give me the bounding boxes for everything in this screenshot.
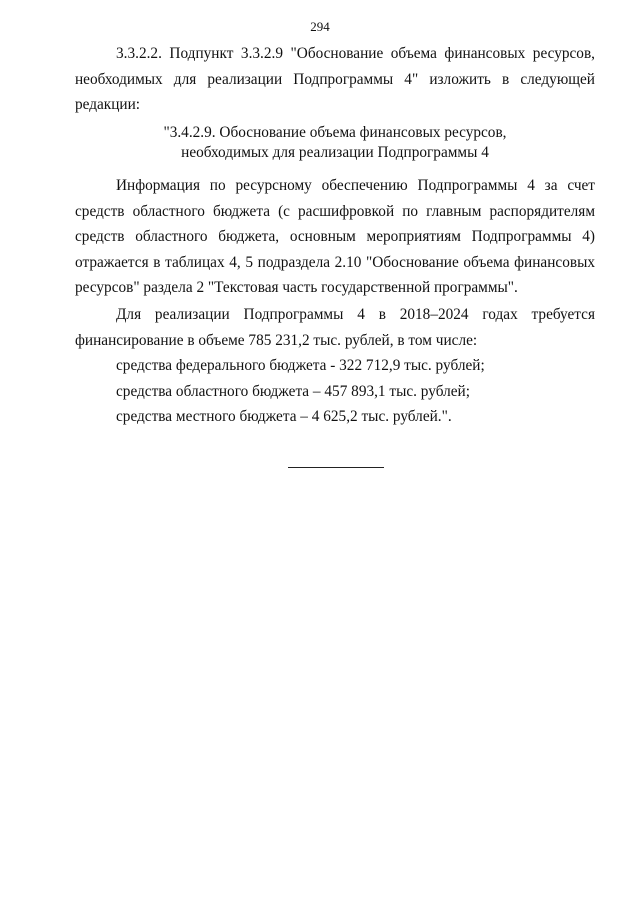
section-heading-line-1: "3.4.2.9. Обоснование объема финансовых ресурсов,	[163, 124, 507, 141]
end-divider-line	[288, 467, 384, 468]
intro-paragraph: 3.3.2.2. Подпункт 3.3.2.9 "Обоснование объема финансовых ресурсов, необходимых для реализации Подпрограммы 4" изложить в следующей редакции:	[75, 45, 595, 114]
info-paragraph: Информация по ресурсному обеспечению Подпрограммы 4 за счет средств областного бюджета (с расшифровкой по главным распорядителям средств областного бюджета, основным мероприятиям Подпрограммы 4) отражается в таблицах 4, 5 подраздела 2.10 "Обоснование объема финансовых ресурсов" раздела 2 "Текстовая часть государственной программы".	[75, 177, 595, 297]
page-number: 294	[310, 19, 330, 34]
info-block	[75, 173, 595, 301]
funding-item-regional: средства областного бюджета – 457 893,1 тыс. рублей;	[116, 382, 470, 400]
funding-item-local: средства местного бюджета – 4 625,2 тыс. рублей.".	[116, 408, 452, 426]
section-heading	[75, 123, 595, 162]
intro-block	[75, 41, 595, 118]
section-heading-line-2: необходимых для реализации Подпрограммы 4	[181, 143, 489, 161]
funding-item-federal: средства федерального бюджета - 322 712,9 тыс. рублей;	[116, 357, 485, 375]
funding-block	[75, 302, 595, 430]
funding-paragraph: Для реализации Подпрограммы 4 в 2018–2024 годах требуется финансирование в объеме 785 231,2 тыс. рублей, в том числе:	[75, 306, 595, 349]
